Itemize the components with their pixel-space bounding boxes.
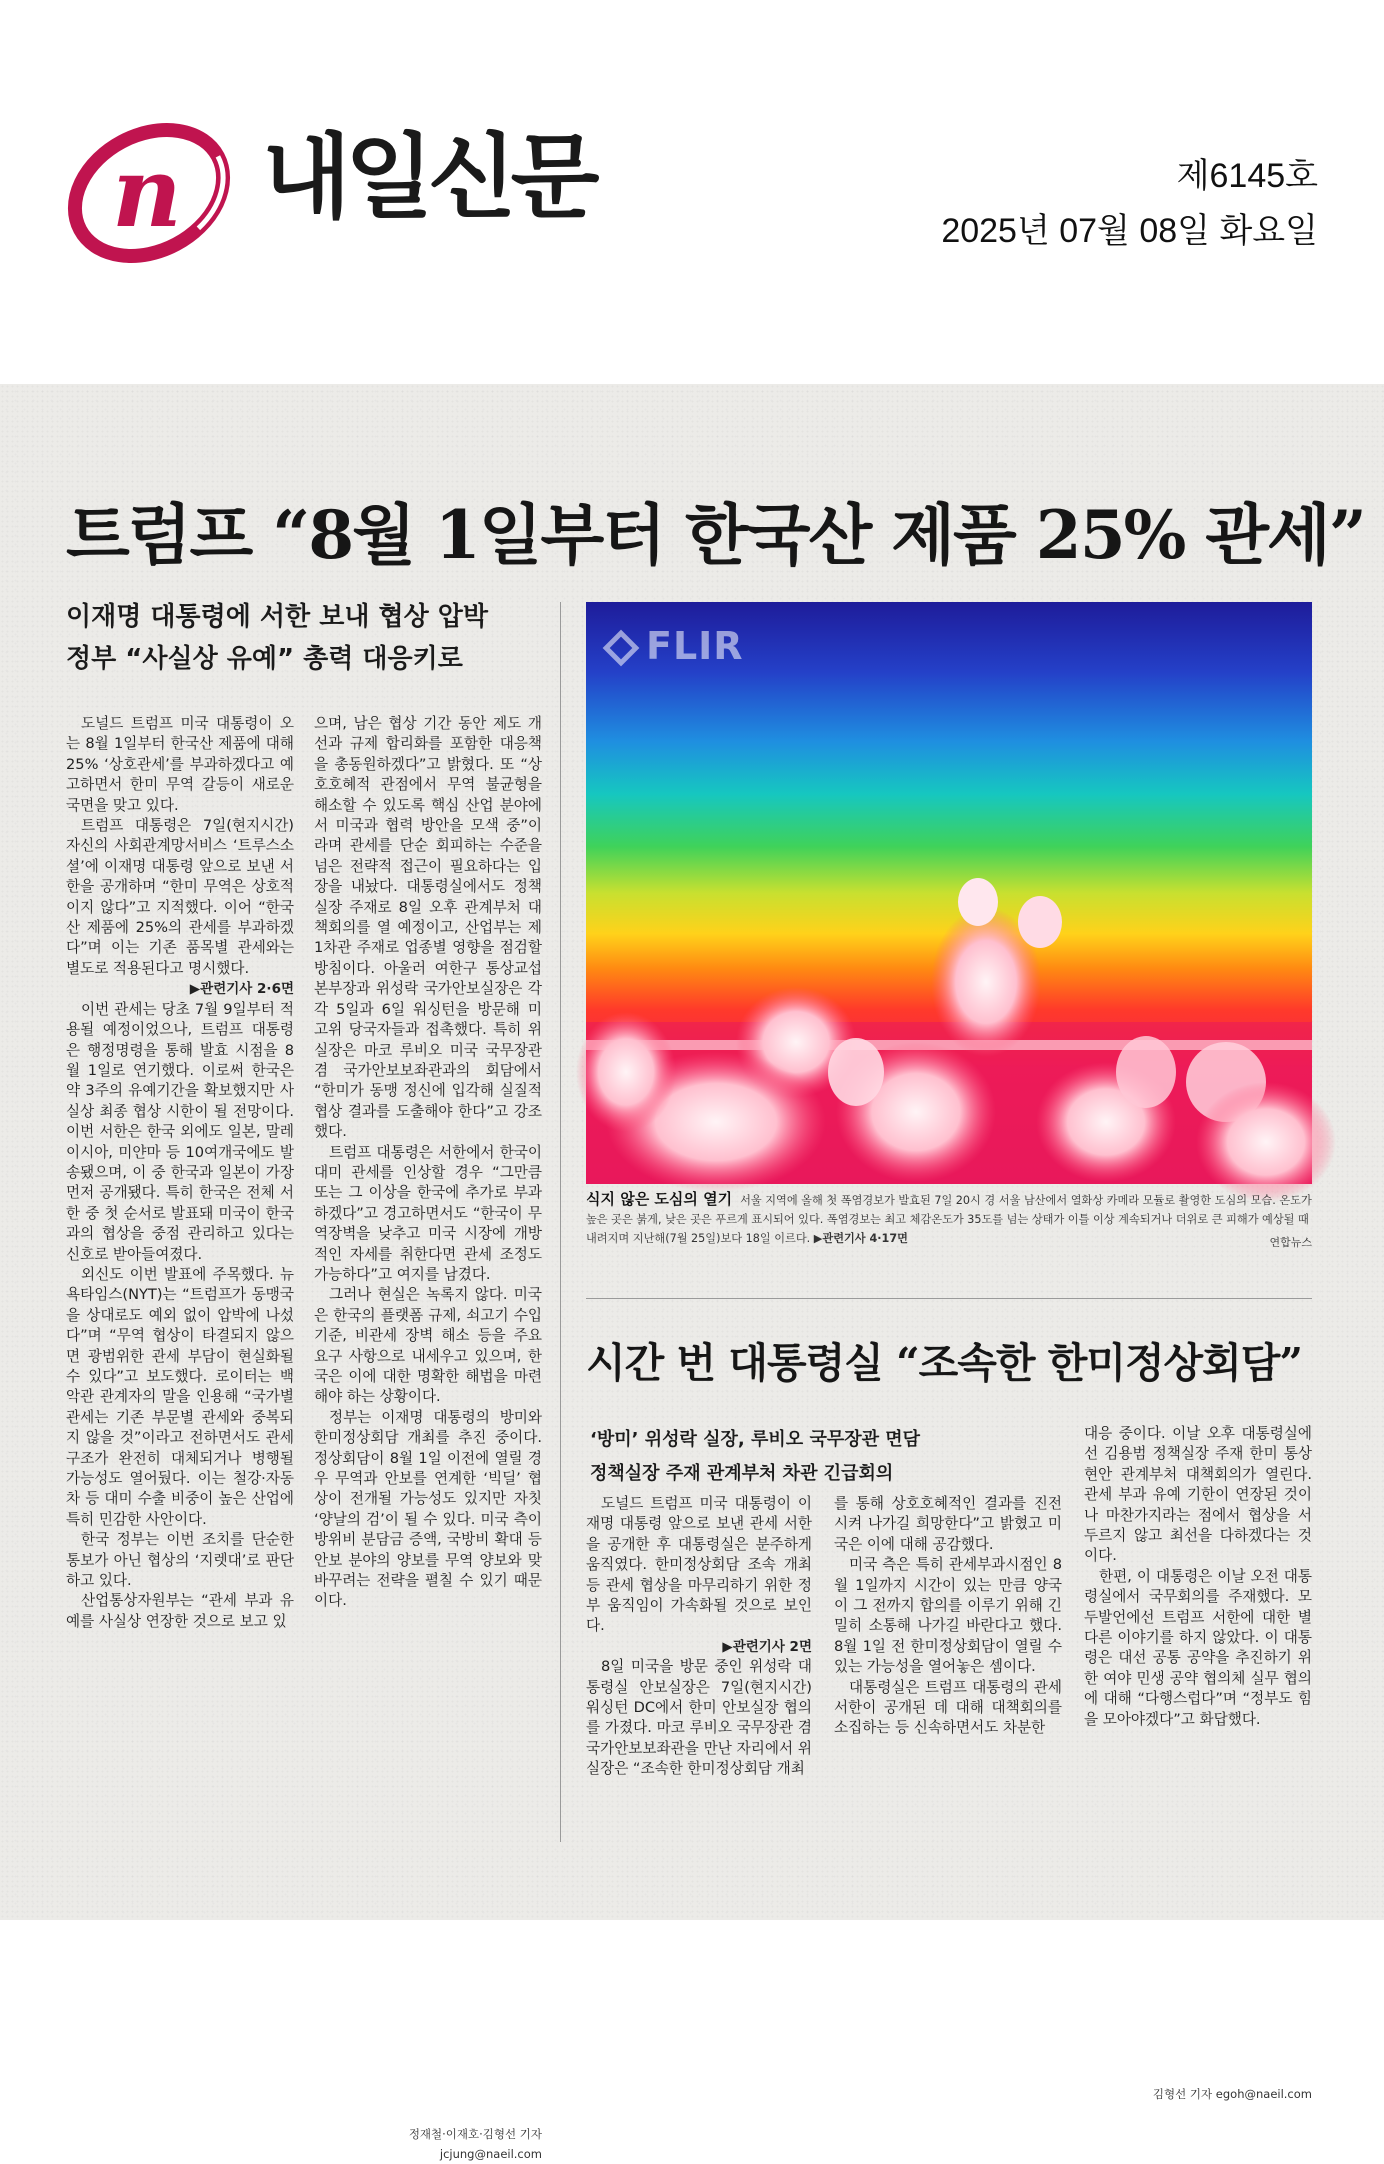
caption-title: 식지 않은 도심의 열기 bbox=[586, 1190, 733, 1208]
caption-text: 서울 지역에 올해 첫 폭염경보가 발효된 7일 20시 경 서울 남산에서 열화상 카메라 모듈로 촬영한 도심의 모습. 온도가 높은 곳은 붉게, 낮은 곳은 푸르게 표시되어 있다. 폭염경보는 최고 체감온도가 35도를 넘는 상태가 이틀 이상 계속되거나 더위로 큰 피해가 예상될 때 내려지며 지난해(7월 25일)보다 18일 이르다. bbox=[586, 1194, 1312, 1245]
lead-subhead-1: 이재명 대통령에 서한 보내 협상 압박 bbox=[66, 602, 488, 632]
flir-diamond-icon bbox=[603, 630, 640, 667]
paragraph: 한편, 이 대통령은 이날 오전 대통령실에서 국무회의를 주재했다. 모두발언에선 트럼프 서한에 대한 별다른 이야기를 하지 않았다. 이 대통령은 대선 공통 공약을 추진하기 위한 여야 민생 공약 협의체 실무 협의에 대해 “다행스럽다”며 “정부도 힘을 모아야겠다”고 화답했다. bbox=[1084, 1567, 1312, 1728]
front-page bbox=[0, 384, 1384, 2161]
paragraph: 외신도 이번 발표에 주목했다. 뉴욕타임스(NYT)는 “트럼프가 동맹국을 상대로도 예외 없이 압박에 나섰다”며 “무역 협상이 타결되지 않으면 광범위한 관세 부담이 현실화될 수 있다”고 보도했다. 로이터는 백악관 관계자의 말을 인용해 “국가별 관세는 기존 부문별 관세와 중복되지 않을 것”이라고 전하면서도 관세 구조가 완전히 대체되거나 병행될 가능성도 열어뒀다. 이는 철강·자동차 등 대미 수출 비중이 높은 산업에 특히 민감한 사안이다. bbox=[66, 1265, 294, 1528]
paragraph: 그러나 현실은 녹록지 않다. 미국은 한국의 플랫폼 규제, 쇠고기 수입 기준, 비관세 장벽 해소 등을 주요 요구 사항으로 내세우고 있으며, 한국은 이에 대한 명확한 해법을 마련해야 하는 상황이다. bbox=[314, 1286, 542, 1406]
caption-related-ref: ▶관련기사 4·17면 bbox=[813, 1232, 908, 1245]
lead-headline: 트럼프 “8월 1일부터 한국산 제품 25% 관세” bbox=[66, 496, 1365, 574]
byline-email: jcjung@naeil.com bbox=[439, 2147, 542, 2161]
byline-names: 정재철·이재호·김형선 기자 bbox=[408, 2127, 542, 2141]
paragraph: 8일 미국을 방문 중인 위성락 대통령실 안보실장은 7일(현지시간) 워싱턴 DC에서 한미 안보실장 협의를 가졌다. 마코 루비오 국무장관 겸 국가안보보좌관을 만난 자리에서 위 실장은 “조속한 한미정상회담 개최 bbox=[586, 1658, 812, 1778]
issue-number: 제6145호 bbox=[1176, 157, 1318, 195]
newspaper-name: 내일신문 bbox=[262, 124, 594, 231]
second-subhead-2: 정책실장 주재 관계부처 차관 긴급회의 bbox=[590, 1463, 894, 1484]
lead-subheads bbox=[66, 596, 546, 680]
lead-byline bbox=[314, 2124, 542, 2164]
second-subheads bbox=[590, 1423, 1050, 1491]
second-column-1 bbox=[586, 1494, 812, 1780]
paragraph: 정부는 이재명 대통령의 방미와 한미정상회담 개최를 추진 중이다. 정상회담이 8월 1일 이전에 열릴 경우 무역과 안보를 연계한 ‘빅딜’ 협상이 전개될 가능성도 있지만 자칫 ‘양날의 검’이 될 수 있다. 미국 측이 방위비 분담금 증액, 국방비 확대 등 안보 분야의 양보를 무역 양보와 맞바꾸려는 전략을 펼칠 수 있기 때문이다. bbox=[314, 1408, 542, 1610]
lead-column-1 bbox=[66, 714, 294, 1632]
thermal-image bbox=[586, 602, 1312, 1184]
paragraph: 트럼프 대통령은 7일(현지시간) 자신의 사회관계망서비스 ‘트루스소셜’에 이재명 대통령 앞으로 보낸 서한을 공개하며 “한미 무역은 상호적이지 않다”고 지적했다. 이어 “한국산 제품에 25%의 관세를 부과하겠다”며 이는 기존 품목별 관세와는 별도로 적용된다고 명시했다. bbox=[66, 817, 294, 977]
flir-watermark bbox=[608, 624, 744, 668]
related-article-ref: ▶관련기사 2·6면 bbox=[189, 981, 294, 998]
paragraph: 대통령실은 트럼프 대통령의 관세 서한이 공개된 데 대해 대책회의를 소집하는 등 신속하면서도 차분한 bbox=[834, 1678, 1062, 1737]
thermal-photo bbox=[586, 602, 1312, 1184]
paragraph: 트럼프 대통령은 서한에서 한국이 대미 관세를 인상할 경우 “그만큼 또는 그 이상을 한국에 추가로 부과하겠다”고 경고하면서도 “한국이 무역장벽을 낮추고 미국 시장에 개방적인 자세를 취한다면 관세 조정도 가능하다”고 여지를 남겼다. bbox=[314, 1143, 542, 1283]
second-headline: 시간 번 대통령실 “조속한 한미정상회담” bbox=[586, 1339, 1302, 1387]
masthead bbox=[0, 0, 1384, 384]
second-column-2 bbox=[834, 1494, 1062, 1739]
photo-credit: 연합뉴스 bbox=[1269, 1236, 1312, 1249]
paragraph: 대응 중이다. 이날 오후 대통령실에선 김용범 정책실장 주재 한미 통상 현안 관계부처 대책회의가 열린다. 관세 부과 유예 기한이 연장된 것이나 마찬가지라는 점에서 협상을 서두르지 않고 최선을 다하겠다는 것이다. bbox=[1084, 1425, 1312, 1565]
lead-subhead-2: 정부 “사실상 유예” 총력 대응키로 bbox=[66, 644, 463, 674]
lead-column-2 bbox=[314, 714, 542, 1612]
flir-text: FLIR bbox=[646, 624, 744, 668]
paragraph: 미국 측은 특히 관세부과시점인 8월 1일까지 시간이 있는 만큼 양국이 그 전까지 합의를 이루기 위해 긴밀히 소통해 나가길 바란다고 했다. 8월 1일 전 한미정상회담이 열릴 수 있는 가능성을 열어놓은 셈이다. bbox=[834, 1556, 1062, 1676]
section-divider bbox=[586, 1298, 1312, 1299]
paragraph: 이번 관세는 당초 7월 9일부터 적용될 예정이었으나, 트럼프 대통령은 행정명령을 통해 발효 시점을 8월 1일로 연기했다. 이로써 한국은 약 3주의 유예기간을 확보했지만 사실상 최종 협상 시한이 될 전망이다. 이번 서한은 한국 외에도 일본, 말레이시아, 미얀마 등 10여개국에도 발송됐으며, 이 중 한국과 일본이 가장 먼저 공개됐다. 특히 한국은 전체 서한 중 첫 순서로 발표돼 미국이 한국과의 협상을 중점 관리하고 있다는 신호로 받아들여졌다. bbox=[66, 1000, 294, 1263]
second-byline: 김형선 기자 egoh@naeil.com bbox=[1152, 2087, 1312, 2101]
related-article-ref: ▶관련기사 2면 bbox=[722, 1638, 812, 1655]
paragraph: 산업통상자원부는 “관세 부과 유예를 사실상 연장한 것으로 보고 있 bbox=[66, 1592, 294, 1630]
paragraph: 으며, 남은 협상 기간 동안 제도 개선과 규제 합리화를 포함한 대응책을 총동원하겠다”고 밝혔다. 또 “상호호혜적 관점에서 무역 불균형을 해소할 수 있도록 핵심 산업 분야에서 미국과 협력 방안을 모색 중”이라며 관세를 단순 회피하는 수준을 넘은 전략적 접근이 필요하다는 입장을 내놨다. 대통령실에서도 정책실장 주재로 8일 오후 관계부처 대책회의를 열 예정이고, 산업부는 제1차관 주재로 업종별 영향을 점검할 방침이다. 아울러 여한구 통상교섭본부장과 위성락 국가안보실장은 각각 5일과 6일 워싱턴을 방문해 미 고위 당국자들과 접촉했다. 특히 위 실장은 마코 루비오 미국 국무장관 겸 국가안보보좌관과의 회담에서 “한미가 동맹 정신에 입각해 실질적 협상 결과를 도출해야 한다”고 강조했다. bbox=[314, 715, 542, 1141]
second-subhead-1: ‘방미’ 위성락 실장, 루비오 국무장관 면담 bbox=[590, 1429, 921, 1450]
photo-caption bbox=[586, 1190, 1312, 1248]
column-divider bbox=[560, 602, 561, 1842]
second-column-3 bbox=[1084, 1424, 1312, 1730]
paragraph: 를 통해 상호호혜적인 결과를 진전시켜 나가길 희망한다”고 밝혔고 미국은 이에 대해 공감했다. bbox=[834, 1495, 1062, 1553]
paragraph: 도널드 트럼프 미국 대통령이 오는 8월 1일부터 한국산 제품에 대해 25% ‘상호관세’를 부과하겠다고 예고하면서 한미 무역 갈등이 새로운 국면을 맞고 있다. bbox=[66, 715, 294, 814]
issue-date: 2025년 07월 08일 화요일 bbox=[941, 212, 1318, 250]
paragraph: 도널드 트럼프 미국 대통령이 이재명 대통령 앞으로 보낸 관세 서한을 공개한 후 대통령실은 분주하게 움직였다. 한미정상회담 조속 개최 등 관세 협상을 마무리하기 위한 정부 움직임이 가속화될 것으로 보인다. bbox=[586, 1495, 812, 1635]
logo-letter: n bbox=[112, 136, 182, 249]
newspaper-logo-icon bbox=[64, 108, 234, 278]
paragraph: 한국 정부는 이번 조치를 단순한 통보가 아닌 협상의 ‘지렛대’로 판단하고 있다. bbox=[66, 1531, 294, 1590]
